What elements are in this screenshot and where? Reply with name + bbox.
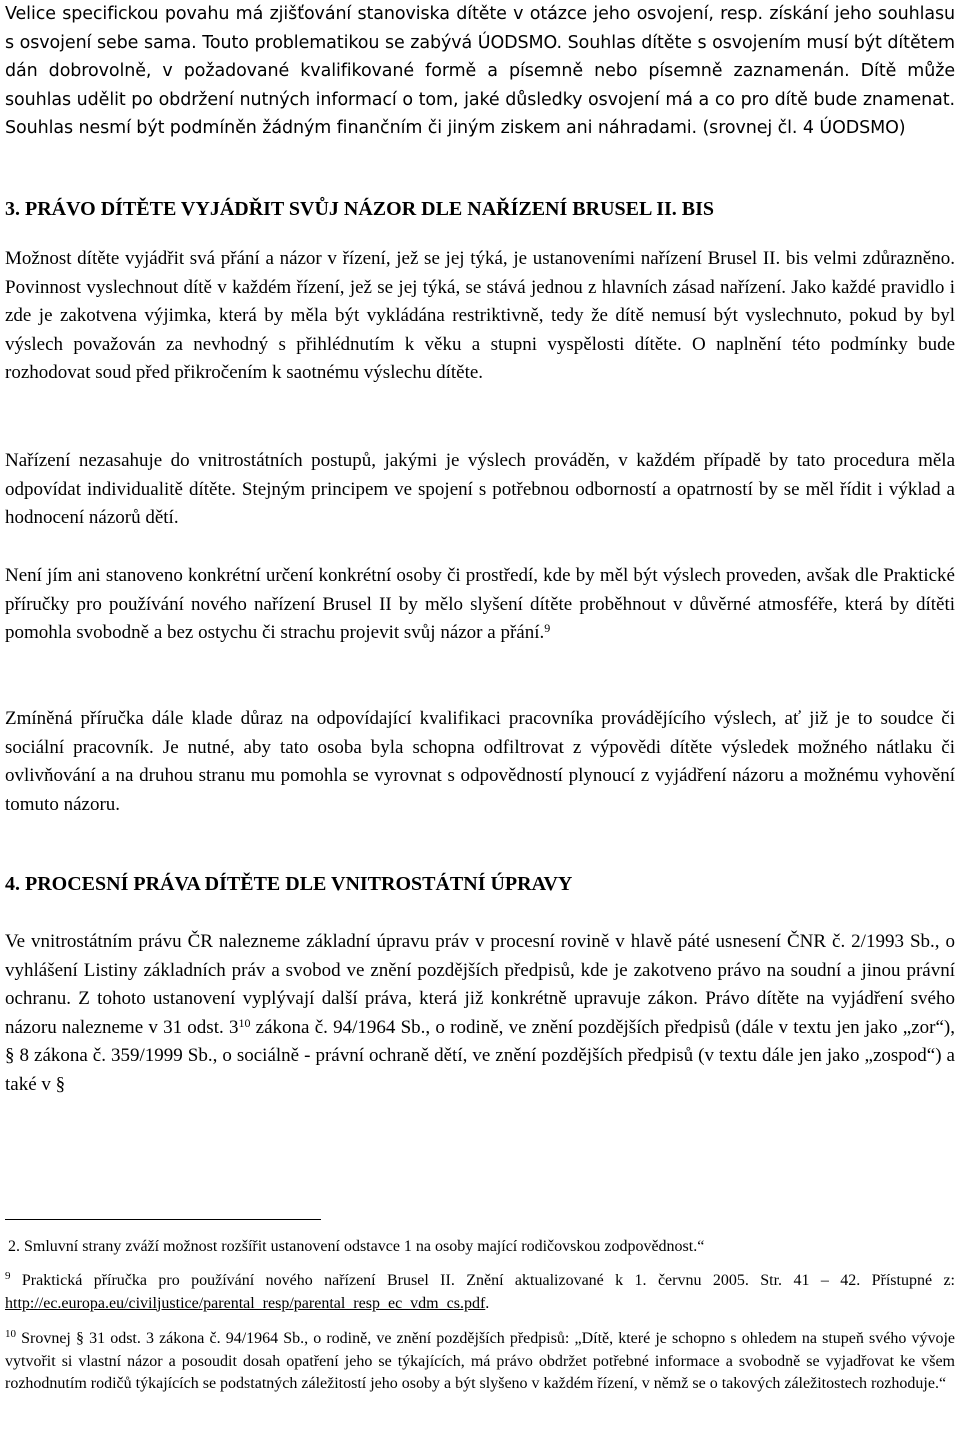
section-4-paragraph-1 bbox=[5, 928, 955, 1100]
footnote-10 bbox=[5, 1328, 955, 1396]
section-4-heading bbox=[5, 870, 955, 898]
section-3-paragraph-2 bbox=[5, 447, 955, 533]
section-4-title: 4. PROCESNÍ PRÁVA DÍTĚTE DLE VNITROSTÁTNÍ ÚPRAVY bbox=[5, 873, 573, 895]
intro-text: Velice specifickou povahu má zjišťování stanoviska dítěte v otázce jeho osvojení, resp. získání jeho souhlasu s osvojení sebe sama. Touto problematikou se zabývá ÚODSMO. Souhlas dítěte s osvojením musí být dítětem dán dobrovolně, v požadované kvalifikované formě a písemně nebo písemně zaznamenán. Dítě může souhlas udělit po obdržení nutných informací o tom, jaké důsledky osvojení má a co pro dítě bude znamenat. Souhlas nesmí být podmíněn žádným finančním či jiným ziskem ani náhradami. (srovnej čl. 4 ÚODSMO) bbox=[5, 4, 955, 139]
footnote-mark: 9 bbox=[5, 1270, 11, 1282]
paragraph-text: Nařízení nezasahuje do vnitrostátních postupů, jakými je výslech prováděn, v každém případě by tato procedura měla odpovídat individualitě dítěte. Stejným principem ve spojení s potřebnou odborností a opatrností by se měl řídit i výklad a hodnocení názorů dětí. bbox=[5, 450, 955, 529]
intro-paragraph bbox=[5, 0, 955, 143]
paragraph-body-a: Ve vnitrostátním právu ČR nalezneme základní úpravu práv v procesní rovině v hlavě páté usnesení ČNR č. 2/1993 Sb., o vyhlášení Listiny základních práv a svobod ve znění pozdějších předpisů, kde je zakotveno právo na soudní a jinou právní ochranu. Z tohoto ustanovení vyplývají další práva, která již konkrétně upravuje zákon. Právo dítěte na vyjádření svého názoru nalezneme v 31 odst. 3 bbox=[5, 931, 955, 1038]
footnote-mark: 10 bbox=[5, 1328, 16, 1340]
section-3-paragraph-3 bbox=[5, 562, 955, 648]
paragraph-body-b: zákona č. 94/1964 Sb., o rodině, ve znění pozdějších předpisů (dále v textu jen jako „zor“), § 8 zákona č. 359/1999 Sb., o sociálně - právní ochraně dětí, ve znění pozdějších předpisů (v textu dále jen jako „zospod“) a také v § bbox=[5, 1016, 955, 1095]
footnote-text: 2. Smluvní strany zváží možnost rozšířit ustanovení odstavce 1 na osoby mající rodičovskou zodpovědnost.“ bbox=[8, 1238, 705, 1255]
paragraph-text: Zmíněná příručka dále klade důraz na odpovídající kvalifikaci pracovníka provádějícího výslech, ať již je to soudce či sociální pracovník. Je nutné, aby tato osoba byla schopna odfiltrovat z výpovědi dítěte výsledek možného nátlaku či ovlivňování a na druhou stranu mu pomohla se vyrovnat s odpovědností plynoucí z vyjádření názoru a možnému vyhovění tomuto názoru. bbox=[5, 708, 955, 815]
footnote-ref-10[interactable]: 10 bbox=[238, 1015, 251, 1030]
paragraph-text bbox=[5, 928, 955, 1100]
footnote-text bbox=[5, 1270, 955, 1315]
paragraph-text bbox=[5, 562, 955, 648]
footnote-ref-9[interactable]: 9 bbox=[544, 621, 551, 636]
footnote-body: Praktická příručka pro používání nového nařízení Brusel II. Znění aktualizované k 1. červnu 2005. Str. 41 – 42. Přístupné z: bbox=[10, 1272, 955, 1289]
footnote-continuation bbox=[5, 1236, 955, 1259]
footnote-9 bbox=[5, 1270, 955, 1315]
section-3-paragraph-4 bbox=[5, 705, 955, 819]
section-3-paragraph-1 bbox=[5, 245, 955, 388]
paragraph-text: Možnost dítěte vyjádřit svá přání a názor v řízení, jež se jej týká, je ustanoveními nařízení Brusel II. bis velmi zdůrazněno. Povinnost vyslechnout dítě v každém řízení, jež se jej týká, se stává jednou z hlavních zásad nařízení. Jako každé pravidlo i zde je zakotvena výjimka, která by měla být vykládána restriktivně, tedy že dítě nemusí být vyslechnuto, pokud by byl výslech považován za nevhodný s přihlédnutím k věku a stupni vyspělosti dítěte. O naplnění této podmínky bude rozhodovat soud před přikročením k saotnému výslechu dítěte. bbox=[5, 248, 955, 384]
footnote-text bbox=[5, 1328, 955, 1396]
footnote-body: Srovnej § 31 odst. 3 zákona č. 94/1964 Sb., o rodině, ve znění pozdějších předpisů: „Dítě, které je schopno s ohledem na stupeň svého vývoje vytvořit si vlastní názor a posoudit dosah opatření jeho se týkajících, má právo obdržet potřebné informace a svobodně se vyjadřovat ke všem rozhodnutím rodičů týkajících se podstatných záležitostí jeho osoby a být slyšeno v každém řízení, v němž se o takových záležitostech rozhoduje.“ bbox=[5, 1330, 955, 1392]
footnote-separator bbox=[5, 1219, 321, 1220]
section-3-title: 3. PRÁVO DÍTĚTE VYJÁDŘIT SVŮJ NÁZOR DLE NAŘÍZENÍ BRUSEL II. BIS bbox=[5, 198, 715, 220]
section-3-heading bbox=[5, 195, 955, 223]
footnote-end: . bbox=[485, 1294, 490, 1312]
footnote-link[interactable]: http://ec.europa.eu/civiljustice/parental_resp/parental_resp_ec_vdm_cs.pdf bbox=[5, 1294, 486, 1312]
paragraph-body: Není jím ani stanoveno konkrétní určení konkrétní osoby či prostředí, kde by měl být výslech proveden, avšak dle Praktické příručky pro používání nového nařízení Brusel II by mělo slyšení dítěte proběhnout v důvěrné atmosféře, která by dítěti pomohla svobodně a bez ostychu či strachu projevit svůj názor a přání. bbox=[5, 565, 955, 644]
